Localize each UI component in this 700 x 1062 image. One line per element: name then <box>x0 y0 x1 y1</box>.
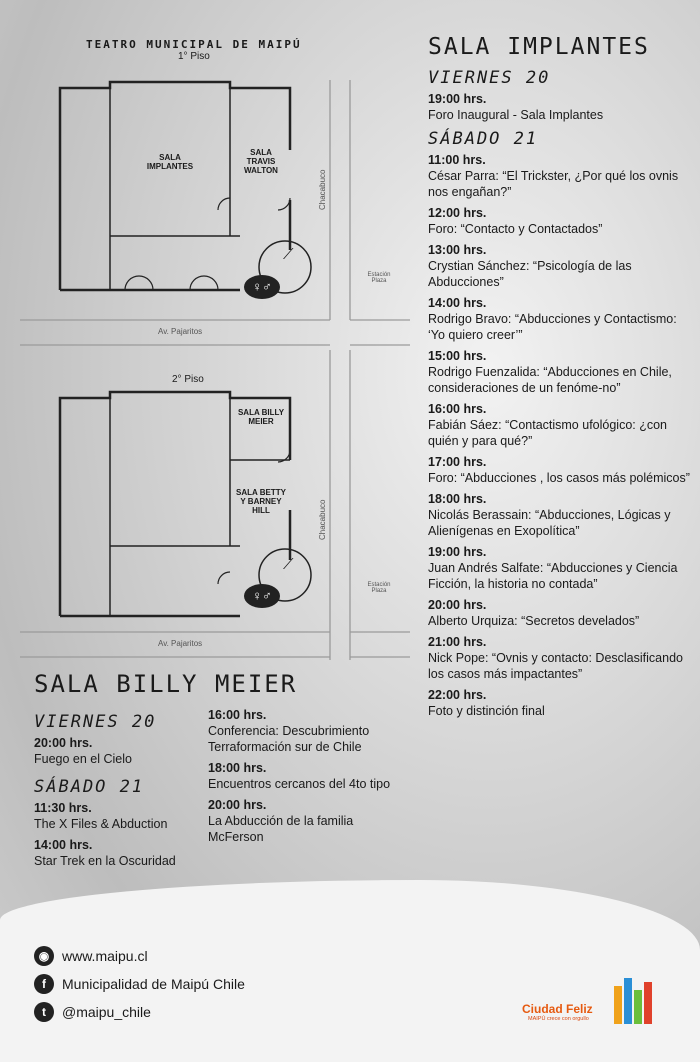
sala-implantes-schedule <box>428 34 693 725</box>
implantes-day-heading: VIERNES 20 <box>428 68 551 88</box>
footer-facebook[interactable] <box>34 974 245 994</box>
logo-subtext: MAIPÚ crece con orgullo <box>528 1016 589 1022</box>
sala-billy-meier-title: SALA BILLY MEIER <box>34 670 298 698</box>
event-description: Fuego en el Cielo <box>34 752 132 766</box>
event-time: 16:00 hrs. <box>428 402 487 416</box>
footer-web-text: www.maipu.cl <box>62 948 148 964</box>
event-description: Rodrigo Bravo: “Abducciones y Contactismo: ‘Yo quiero creer’” <box>428 312 677 342</box>
billy-day2: SÁBADO 21 <box>34 777 145 797</box>
event-time: 11:30 hrs. <box>34 801 92 815</box>
event-description: Nick Pope: “Ovnis y contacto: Desclasificando los casos más impactantes” <box>428 651 683 681</box>
room-implantes: SALA IMPLANTES <box>146 153 194 171</box>
event-description: Foro: “Contacto y Contactados” <box>428 222 603 236</box>
floor-plan-1 <box>0 0 420 700</box>
event-time: 15:00 hrs. <box>428 349 487 363</box>
globe-icon: ◉ <box>34 946 54 966</box>
theatre-title: TEATRO MUNICIPAL DE MAIPÚ <box>86 38 302 51</box>
event-description: César Parra: “El Trickster, ¿Por qué los ovnis nos engañan?” <box>428 169 679 199</box>
event-time: 18:00 hrs. <box>208 761 267 775</box>
event-time: 20:00 hrs. <box>208 798 267 812</box>
event-description: Nicolás Berassain: “Abducciones, Lógicas y Alienígenas en Exopolítica” <box>428 508 671 538</box>
room-betty-barney: SALA BETTY Y BARNEY HILL <box>236 488 286 515</box>
logo-text: Ciudad Feliz <box>522 1002 593 1016</box>
stairs-icon-1: ⟋ <box>283 246 294 263</box>
station-2: Estación Plaza <box>367 582 391 594</box>
event-time: 13:00 hrs. <box>428 243 487 257</box>
event-description: Juan Andrés Salfate: “Abducciones y Ciencia Ficción, la historia no contada” <box>428 561 678 591</box>
event-description: Conferencia: Descubrimiento Terraformación sur de Chile <box>208 724 370 754</box>
footer-twitter-text: @maipu_chile <box>62 1004 151 1020</box>
footer-web[interactable] <box>34 946 148 966</box>
event-description: Foto y distinción final <box>428 704 545 718</box>
footer-background <box>0 880 700 1062</box>
event-time: 20:00 hrs. <box>428 598 487 612</box>
restroom-icon-1: ♀♂ <box>244 275 280 299</box>
footer-facebook-text: Municipalidad de Maipú Chile <box>62 976 245 992</box>
stairs-icon-2: ⟋ <box>283 556 294 573</box>
event-time: 14:00 hrs. <box>428 296 487 310</box>
floor2-label: 2° Piso <box>172 374 204 385</box>
sala-implantes-title: SALA IMPLANTES <box>428 34 650 60</box>
event-time: 16:00 hrs. <box>208 708 267 722</box>
event-time: 21:00 hrs. <box>428 635 487 649</box>
event-time: 22:00 hrs. <box>428 688 487 702</box>
event-description: Star Trek en la Oscuridad <box>34 854 176 868</box>
street-chacabuco-2: Chacabuco <box>318 499 327 540</box>
event-time: 19:00 hrs. <box>428 92 487 106</box>
event-description: Foro: “Abducciones , los casos más polémicos” <box>428 471 690 485</box>
room-travis-walton: SALA TRAVIS WALTON <box>244 148 278 175</box>
event-description: Fabián Sáez: “Contactismo ufológico: ¿con quién y para qué?” <box>428 418 668 448</box>
twitter-icon: t <box>34 1002 54 1022</box>
ciudad-feliz-logo <box>522 978 662 1028</box>
event-description: Crystian Sánchez: “Psicología de las Abducciones” <box>428 259 632 289</box>
event-time: 14:00 hrs. <box>34 838 93 852</box>
event-time: 11:00 hrs. <box>428 153 486 167</box>
event-description: Rodrigo Fuenzalida: “Abducciones en Chile, consideraciones de un fenóme-no” <box>428 365 672 395</box>
implantes-day-list <box>428 68 693 719</box>
street-pajaritos-1: Av. Pajaritos <box>158 327 203 336</box>
billy-col2 <box>208 708 403 851</box>
facebook-icon: f <box>34 974 54 994</box>
station-1: Estación Plaza <box>367 272 391 284</box>
event-description: Alberto Urquiza: “Secretos develados” <box>428 614 640 628</box>
event-time: 12:00 hrs. <box>428 206 487 220</box>
billy-col1 <box>34 706 204 875</box>
floor1-label: 1° Piso <box>178 51 210 62</box>
event-time: 20:00 hrs. <box>34 736 93 750</box>
restroom-icon-2: ♀♂ <box>244 584 280 608</box>
footer-twitter[interactable] <box>34 1002 151 1022</box>
event-description: La Abducción de la familia McFerson <box>208 814 354 844</box>
event-description: The X Files & Abduction <box>34 817 168 831</box>
street-pajaritos-2: Av. Pajaritos <box>158 639 203 648</box>
implantes-day-heading: SÁBADO 21 <box>428 129 539 149</box>
room-billy-meier: SALA BILLY MEIER <box>237 408 285 426</box>
billy-day1: VIERNES 20 <box>34 712 157 732</box>
event-description: Encuentros cercanos del 4to tipo <box>208 777 391 791</box>
event-time: 18:00 hrs. <box>428 492 487 506</box>
event-time: 17:00 hrs. <box>428 455 487 469</box>
street-chacabuco-1: Chacabuco <box>318 169 327 210</box>
event-description: Foro Inaugural - Sala Implantes <box>428 108 604 122</box>
event-time: 19:00 hrs. <box>428 545 487 559</box>
